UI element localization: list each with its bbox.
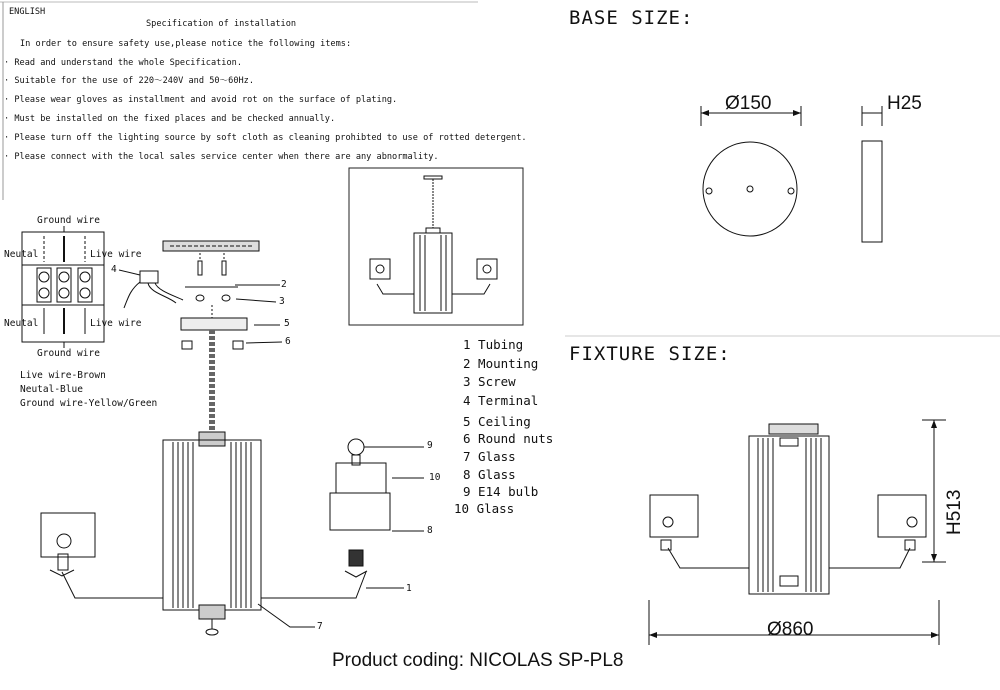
preview-frame: [349, 168, 523, 325]
base-plate-top: [703, 142, 797, 236]
parts-list-item: 6 Round nuts: [463, 431, 554, 446]
wire-color-legend: Live wire-Brown: [20, 370, 106, 381]
parts-list-item: 10 Glass: [454, 501, 515, 516]
live-wire-label-top: Live wire: [90, 249, 142, 260]
parts-list-item: 7 Glass: [463, 449, 516, 464]
live-wire-label-bottom: Live wire: [90, 318, 142, 329]
base-height-label: H25: [887, 93, 922, 114]
callout-number: 4: [111, 264, 117, 275]
instruction-item: · Suitable for the use of 220～240V and 50～60Hz.: [4, 76, 255, 86]
instruction-item: · Please turn off the lighting source by soft cloth as cleaning prohibted to use of rotted detergent.: [4, 133, 527, 143]
callout-number: 10: [429, 472, 441, 483]
callout-number: 9: [427, 440, 433, 451]
product-coding: Product coding: NICOLAS SP-PL8: [332, 650, 624, 671]
instruction-item: · Please wear gloves as installment and avoid rot on the surface of plating.: [4, 95, 398, 105]
parts-list-item: 2 Mounting: [463, 356, 539, 371]
callout-number: 8: [427, 525, 433, 536]
parts-list-item: 3 Screw: [463, 374, 516, 389]
parts-list-item: 1 Tubing: [463, 337, 524, 352]
parts-list-item: 8 Glass: [463, 467, 516, 482]
instructions-intro: In order to ensure safety use,please notice the following items:: [20, 39, 352, 49]
fixture-size-heading: FIXTURE SIZE:: [569, 343, 731, 365]
callout-number: 6: [285, 336, 291, 347]
parts-list-item: 4 Terminal: [463, 393, 539, 408]
parts-list-item: 9 E14 bulb: [463, 484, 539, 499]
base-size-heading: BASE SIZE:: [569, 7, 694, 29]
language-label: ENGLISH: [9, 7, 46, 17]
callout-number: 5: [284, 318, 290, 329]
wire-color-legend: Neutal-Blue: [20, 384, 83, 395]
ground-wire-label-bottom: Ground wire: [37, 348, 100, 359]
instruction-item: · Please connect with the local sales service center when there are any abnormality.: [4, 152, 439, 162]
callout-number: 7: [317, 621, 323, 632]
instruction-item: · Must be installed on the fixed places and be checked annually.: [4, 114, 336, 124]
instruction-item: · Read and understand the whole Specification.: [4, 58, 242, 68]
fixture-diameter-label: Ø860: [767, 619, 814, 640]
callout-number: 2: [281, 279, 287, 290]
neutal-label-top: Neutal: [4, 249, 39, 260]
wire-color-legend: Ground wire-Yellow/Green: [20, 398, 158, 409]
callout-number: 1: [406, 583, 412, 594]
neutal-label-bottom: Neutal: [4, 318, 39, 329]
instructions-title: Specification of installation: [146, 19, 297, 29]
callout-number: 3: [279, 296, 285, 307]
parts-list-item: 5 Ceiling: [463, 414, 531, 429]
fixture-body: [749, 436, 829, 594]
base-diameter-label: Ø150: [725, 93, 772, 114]
base-plate-side: [862, 141, 882, 242]
fixture-height-label: H513: [944, 489, 965, 535]
ground-wire-label-top: Ground wire: [37, 215, 100, 226]
